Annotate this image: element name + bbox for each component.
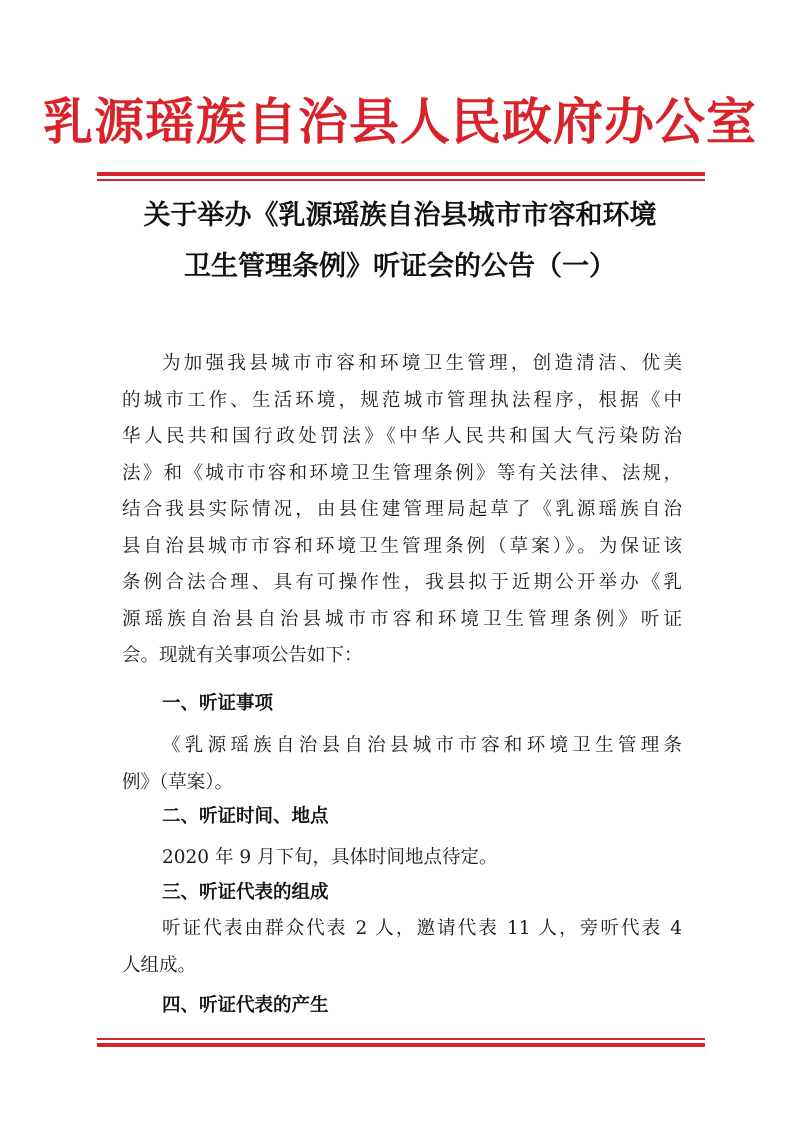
masthead-rule-thin bbox=[97, 179, 705, 181]
section-time-place-text: 2020 年 9 月下旬，具体时间地点待定。 bbox=[162, 847, 498, 868]
footer-rule-thick bbox=[97, 1043, 705, 1047]
paragraph-line: 法》和《城市市容和环境卫生管理条例》等有关法律、法规， bbox=[122, 462, 682, 484]
paragraph-line: 条例合法合理、具有可操作性，我县拟于近期公开举办《乳 bbox=[122, 572, 682, 593]
section-hearing-matter-text bbox=[122, 728, 682, 801]
paragraph-line: 《乳源瑶族自治县自治县城市市容和环境卫生管理条 bbox=[162, 735, 682, 756]
section-heading-representatives-selection: 四、听证代表的产生 bbox=[162, 995, 329, 1016]
paragraph-line: 人组成。 bbox=[122, 954, 197, 976]
footer-rule-thin bbox=[97, 1038, 705, 1040]
paragraph-line: 源瑶族自治县自治县城市市容和环境卫生管理条例》听证 bbox=[122, 608, 682, 630]
masthead-rule-thick bbox=[97, 172, 705, 176]
paragraph-line: 为加强我县城市市容和环境卫生管理，创造清洁、优美 bbox=[162, 353, 682, 374]
document-masthead: 乳源瑶族自治县人民政府办公室 bbox=[43, 92, 757, 151]
paragraph-line: 听证代表由群众代表 2 人，邀请代表 11 人，旁听代表 4 bbox=[162, 918, 682, 939]
section-heading-hearing-matter: 一、听证事项 bbox=[162, 693, 274, 714]
section-heading-time-place: 二、听证时间、地点 bbox=[162, 806, 329, 827]
paragraph-line: 结合我县实际情况，由县住建管理局起草了《乳源瑶族自治 bbox=[122, 499, 682, 520]
notice-title-line-1: 关于举办《乳源瑶族自治县城市市容和环境 bbox=[143, 200, 657, 231]
section-representatives-composition-text bbox=[122, 911, 682, 984]
paragraph-line: 的城市工作、生活环境，规范城市管理执法程序，根据《中 bbox=[122, 389, 682, 411]
paragraph-line: 会。现就有关事项公告如下： bbox=[122, 645, 363, 666]
paragraph-line: 例》（草案）。 bbox=[122, 771, 234, 793]
section-heading-representatives-composition: 三、听证代表的组成 bbox=[162, 882, 329, 903]
intro-paragraph bbox=[122, 346, 682, 675]
notice-title-line-2: 卫生管理条例》听证会的公告（一） bbox=[184, 251, 616, 282]
paragraph-line: 华人民共和国行政处罚法》《中华人民共和国大气污染防治 bbox=[122, 426, 682, 447]
paragraph-line: 县自治县城市市容和环境卫生管理条例（草案）》。为保证该 bbox=[122, 535, 682, 557]
